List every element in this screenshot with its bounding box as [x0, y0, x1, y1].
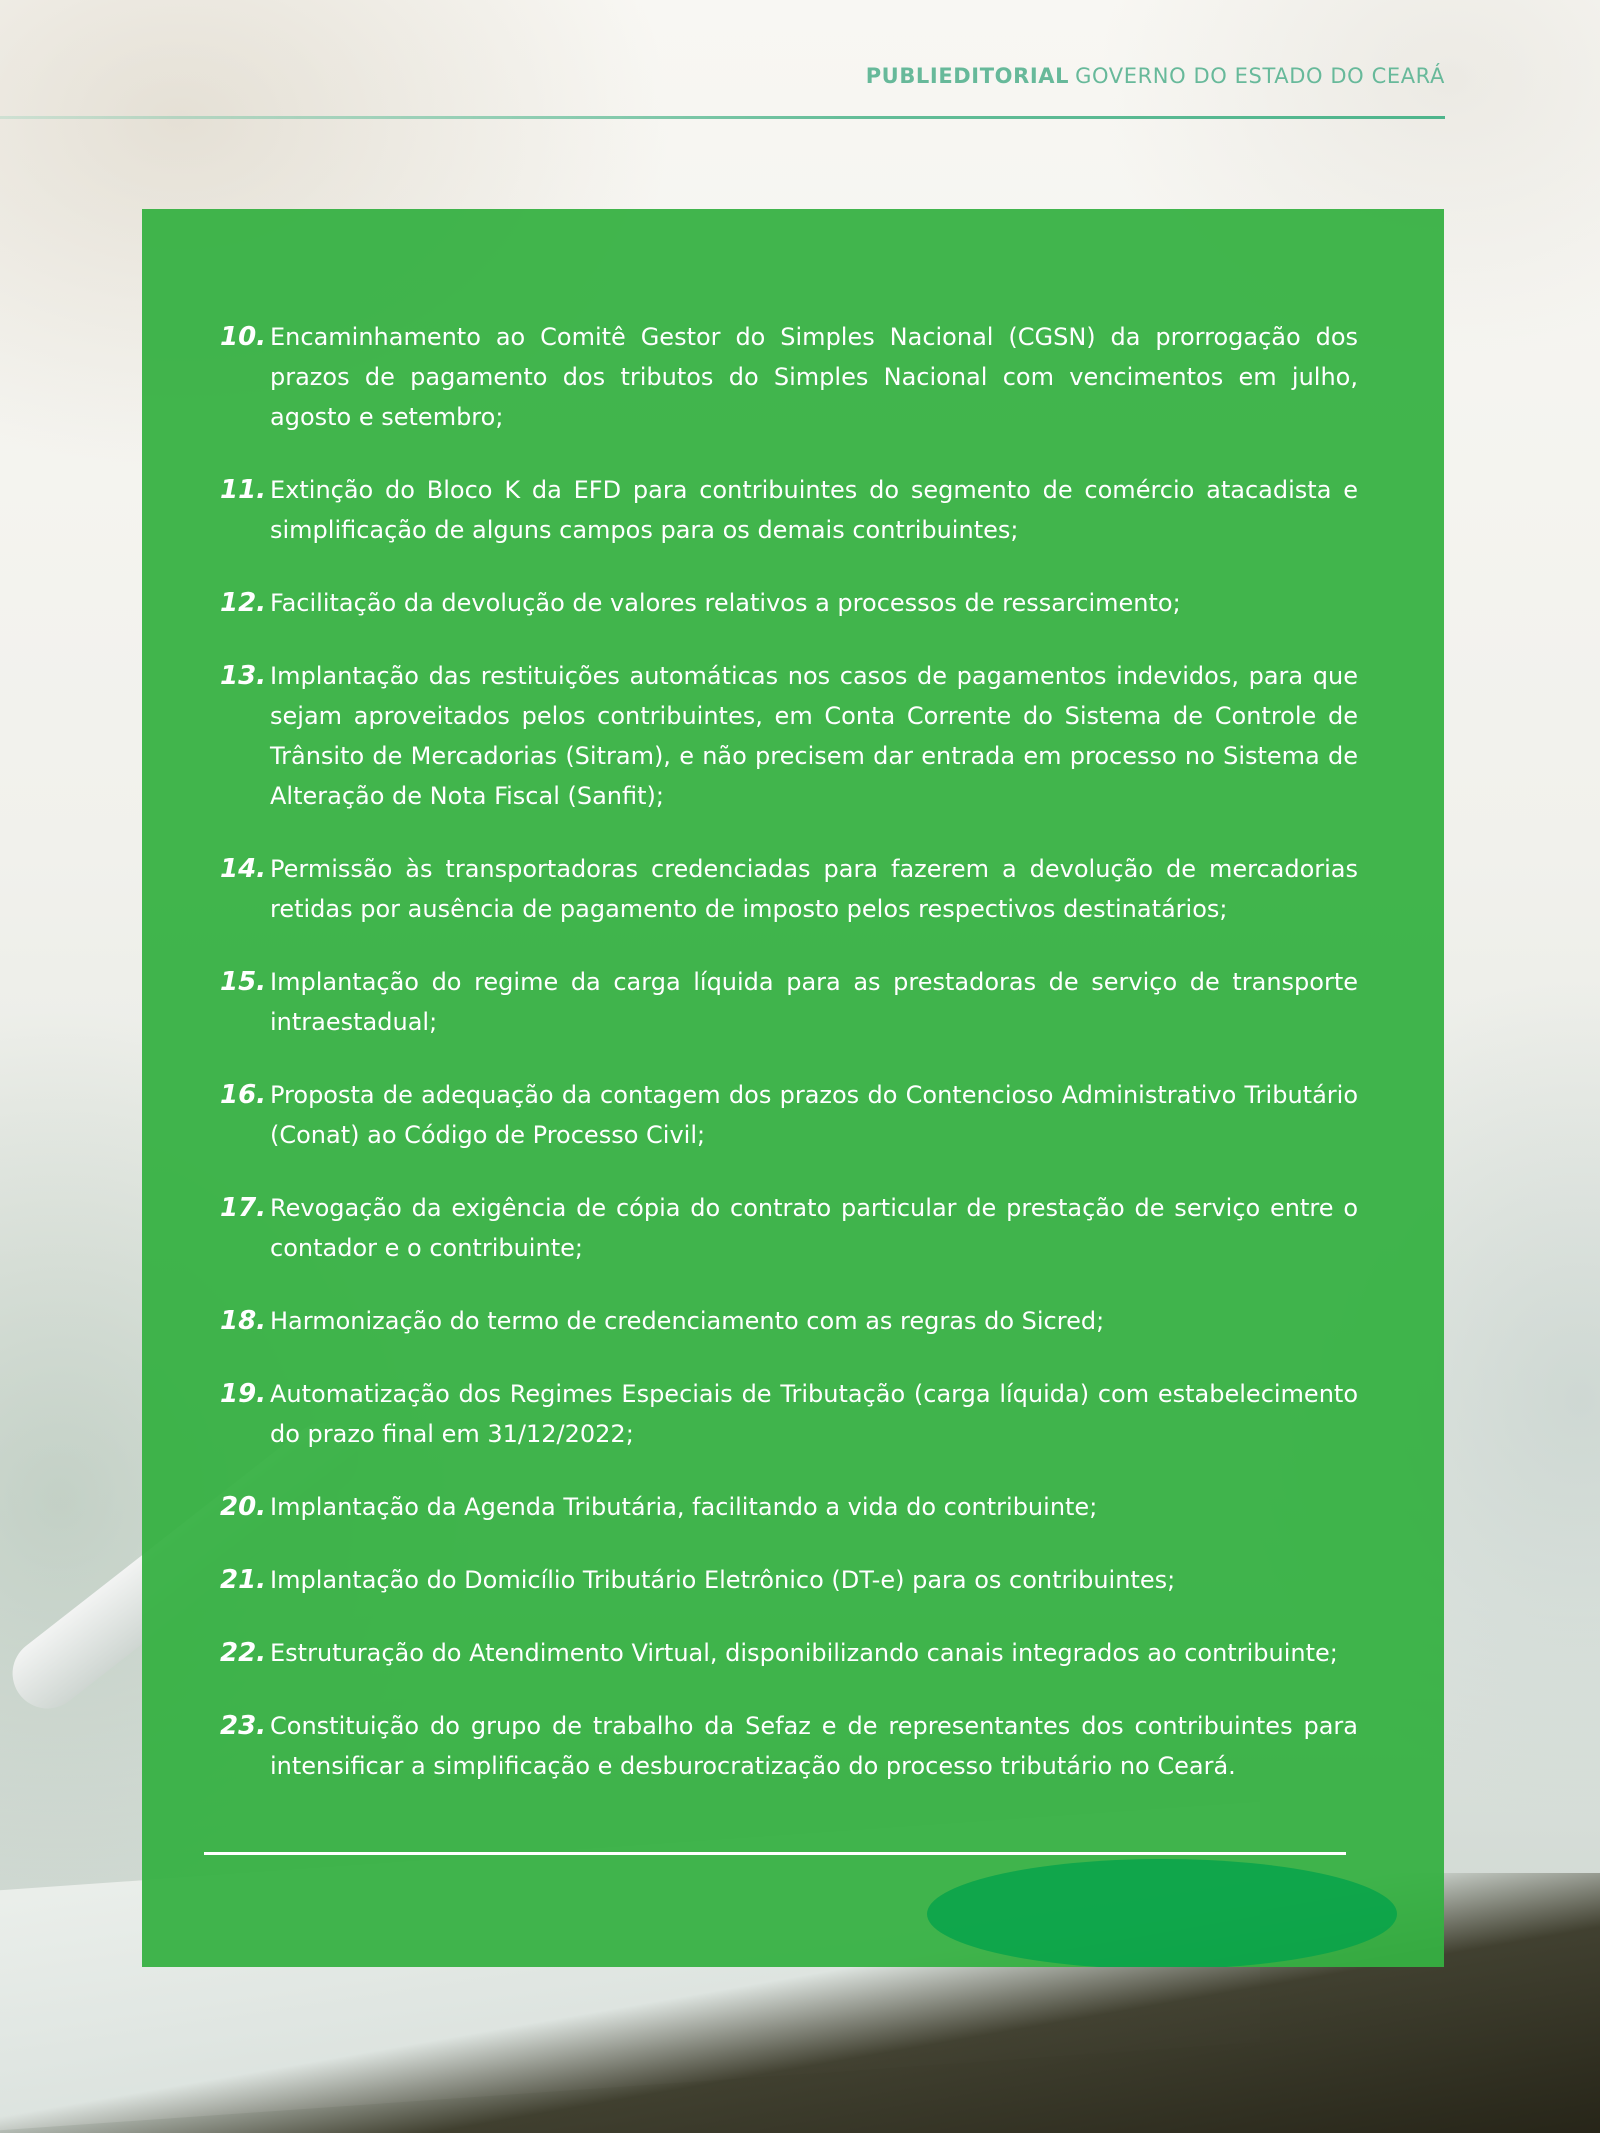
- list-item: [220, 1487, 1358, 1527]
- list-item: [220, 962, 1358, 1042]
- measures-list: [220, 317, 1358, 1819]
- item-number: 13.: [220, 661, 267, 691]
- list-item: [220, 317, 1358, 437]
- list-item: [220, 1301, 1358, 1341]
- list-item: [220, 1706, 1358, 1786]
- decorative-blob: [927, 1859, 1397, 1967]
- item-number: 22.: [220, 1638, 267, 1668]
- list-item: [220, 1374, 1358, 1454]
- list-item: [220, 1633, 1358, 1673]
- header-title: GOVERNO DO ESTADO DO CEARÁ: [1075, 64, 1445, 88]
- item-number: 18.: [220, 1306, 267, 1336]
- item-number: 12.: [220, 588, 267, 618]
- item-text: Implantação do regime da carga líquida para as prestadoras de serviço de transporte intraestadual;: [270, 968, 1358, 1036]
- item-text: Permissão às transportadoras credenciadas para fazerem a devolução de mercadorias retidas por ausência de pagamento de imposto pelos respectivos destinatários;: [270, 855, 1358, 923]
- item-number: 14.: [220, 854, 267, 884]
- item-text: Automatização dos Regimes Especiais de Tributação (carga líquida) com estabelecimento do prazo final em 31/12/2022;: [270, 1380, 1358, 1448]
- list-item: [220, 1188, 1358, 1268]
- item-text: Proposta de adequação da contagem dos prazos do Contencioso Administrativo Tributário (Conat) ao Código de Processo Civil;: [270, 1081, 1358, 1149]
- item-text: Estruturação do Atendimento Virtual, disponibilizando canais integrados ao contribuinte;: [270, 1639, 1338, 1667]
- item-number: 17.: [220, 1193, 267, 1223]
- item-number: 11.: [220, 475, 267, 505]
- item-text: Facilitação da devolução de valores relativos a processos de ressarcimento;: [270, 589, 1181, 617]
- list-item: [220, 849, 1358, 929]
- item-number: 20.: [220, 1492, 267, 1522]
- list-item: [220, 1560, 1358, 1600]
- list-item: [220, 470, 1358, 550]
- item-number: 19.: [220, 1379, 267, 1409]
- item-text: Revogação da exigência de cópia do contrato particular de prestação de serviço entre o contador e o contribuinte;: [270, 1194, 1358, 1262]
- item-text: Implantação das restituições automáticas nos casos de pagamentos indevidos, para que sejam aproveitados pelos contribuintes, em Conta Corrente do Sistema de Controle de Trânsito de Mercadorias (Sitram), e não precisem dar entrada em processo no Sistema de Alteração de Nota Fiscal (Sanfit);: [270, 662, 1358, 810]
- item-number: 21.: [220, 1565, 267, 1595]
- list-item: [220, 1075, 1358, 1155]
- header-brand: PUBLIEDITORIAL: [865, 64, 1070, 88]
- list-item: [220, 583, 1358, 623]
- item-text: Implantação da Agenda Tributária, facilitando a vida do contribuinte;: [270, 1493, 1098, 1521]
- item-number: 10.: [220, 322, 267, 352]
- item-text: Implantação do Domicílio Tributário Eletrônico (DT-e) para os contribuintes;: [270, 1566, 1176, 1594]
- list-item: [220, 656, 1358, 816]
- panel-divider: [204, 1852, 1346, 1855]
- item-text: Harmonização do termo de credenciamento com as regras do Sicred;: [270, 1307, 1105, 1335]
- header-divider: [0, 116, 1445, 119]
- item-number: 16.: [220, 1080, 267, 1110]
- page-header: [866, 64, 1445, 88]
- item-text: Constituição do grupo de trabalho da Sefaz e de representantes dos contribuintes para intensificar a simplificação e desburocratização do processo tributário no Ceará.: [270, 1712, 1358, 1780]
- item-text: Extinção do Bloco K da EFD para contribuintes do segmento de comércio atacadista e simplificação de alguns campos para os demais contribuintes;: [270, 476, 1358, 544]
- item-number: 15.: [220, 967, 267, 997]
- item-number: 23.: [220, 1711, 267, 1741]
- item-text: Encaminhamento ao Comitê Gestor do Simples Nacional (CGSN) da prorrogação dos prazos de pagamento dos tributos do Simples Nacional com vencimentos em julho, agosto e setembro;: [270, 323, 1358, 431]
- content-panel: [142, 209, 1444, 1967]
